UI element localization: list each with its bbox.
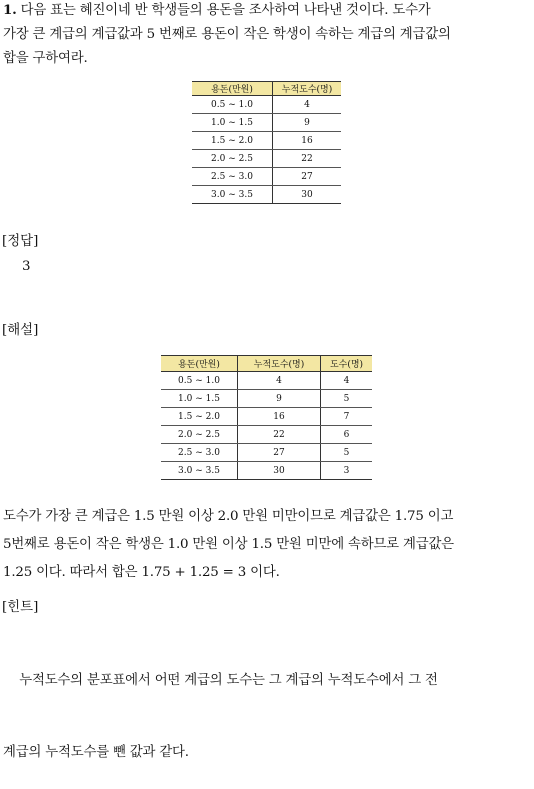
hint-line-1: 누적도수의 분포표에서 어떤 계급의 도수는 그 계급의 누적도수에서 그 전	[3, 673, 438, 688]
table-cell: 16	[238, 408, 321, 426]
table-cell: 1.0 ~ 1.5	[161, 390, 238, 408]
table-cell: 6	[321, 426, 373, 444]
table-cell: 1.0 ~ 1.5	[192, 114, 273, 132]
problem-number: 1.	[3, 2, 17, 18]
table-cell: 30	[238, 462, 321, 480]
table2-header-frequency: 도수(명)	[321, 356, 373, 372]
table1-header-class: 용돈(만원)	[192, 82, 273, 96]
table-cell: 2.5 ~ 3.0	[161, 444, 238, 462]
hint-line-2: 계급의 누적도수를 뺀 값과 같다.	[3, 745, 189, 760]
table-cell: 27	[273, 168, 342, 186]
table-cell: 3.0 ~ 3.5	[192, 186, 273, 204]
hint-text	[3, 621, 531, 789]
explanation-text	[3, 505, 531, 585]
table-cell: 3	[321, 462, 373, 480]
problem-line-1: 1. 다음 표는 혜진이네 반 학생들의 용돈을 조사하여 나타낸 것이다. 도수가	[3, 2, 431, 18]
answer-value: 3	[22, 259, 31, 274]
table-cell: 2.0 ~ 2.5	[192, 150, 273, 168]
table-cell: 1.5 ~ 2.0	[192, 132, 273, 150]
table1-header-cumulative: 누적도수(명)	[273, 82, 342, 96]
table-cell: 16	[273, 132, 342, 150]
problem-line-2: 가장 큰 계급의 계급값과 5 번째로 용돈이 작은 학생이 속하는 계급의 계급값의	[3, 27, 451, 42]
table2-header-cumulative: 누적도수(명)	[238, 356, 321, 372]
table-cell: 5	[321, 444, 373, 462]
answer-label: [정답]	[2, 234, 39, 249]
table-cell: 5	[321, 390, 373, 408]
table-cell: 3.0 ~ 3.5	[161, 462, 238, 480]
explanation-line-2: 5번째로 용돈이 작은 학생은 1.0 만원 이상 1.5 만원 미만에 속하므로 계급값은	[3, 537, 454, 552]
table-cell: 4	[238, 372, 321, 390]
table-cell: 2.5 ~ 3.0	[192, 168, 273, 186]
table-cell: 2.0 ~ 2.5	[161, 426, 238, 444]
table-cell: 1.5 ~ 2.0	[161, 408, 238, 426]
table-cell: 27	[238, 444, 321, 462]
table-cell: 9	[273, 114, 342, 132]
table-cell: 7	[321, 408, 373, 426]
table-cell: 30	[273, 186, 342, 204]
table-cell: 4	[321, 372, 373, 390]
cumulative-frequency-table	[192, 81, 341, 204]
table2-header-class: 용돈(만원)	[161, 356, 238, 372]
hint-label: [힌트]	[2, 600, 39, 615]
explanation-label: [해설]	[2, 323, 39, 338]
problem-text	[3, 0, 531, 71]
problem-line-3: 합을 구하여라.	[3, 51, 88, 66]
table-cell: 22	[273, 150, 342, 168]
table-cell: 0.5 ~ 1.0	[161, 372, 238, 390]
explanation-line-3: 1.25 이다. 따라서 합은 1.75 + 1.25 = 3 이다.	[3, 565, 280, 580]
explanation-line-1: 도수가 가장 큰 계급은 1.5 만원 이상 2.0 만원 미만이므로 계급값은 1.75 이고	[3, 509, 454, 524]
frequency-table	[161, 355, 372, 480]
table-cell: 9	[238, 390, 321, 408]
table-cell: 4	[273, 96, 342, 114]
table-cell: 22	[238, 426, 321, 444]
table-cell: 0.5 ~ 1.0	[192, 96, 273, 114]
